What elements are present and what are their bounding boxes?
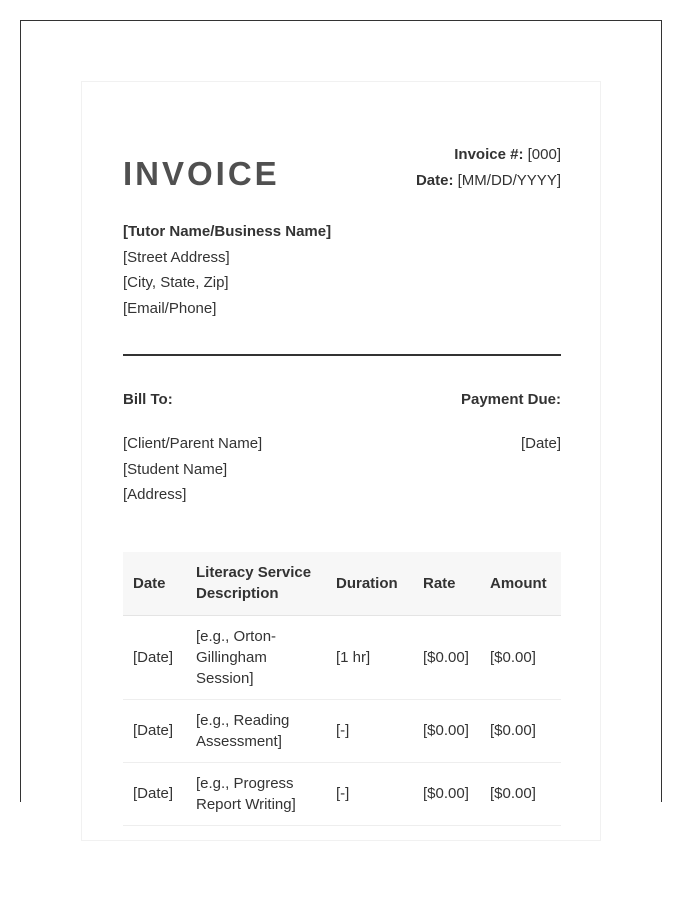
cell-description: [e.g., Orton-Gillingham Session] (186, 615, 326, 699)
payment-due-label: Payment Due: (460, 391, 561, 408)
header-description: Literacy Service Description (186, 552, 326, 615)
cell-duration: [1 hr] (326, 615, 413, 699)
line-items-table (123, 552, 561, 826)
invoice-header (123, 142, 561, 202)
cell-duration: [-] (326, 699, 413, 762)
cell-date: [Date] (123, 615, 186, 699)
sender-block (123, 219, 331, 321)
table-row (123, 699, 561, 762)
invoice-date (416, 168, 561, 194)
invoice-sheet (81, 81, 601, 841)
cell-description: [e.g., Progress Report Writing] (186, 762, 326, 825)
table-row (123, 762, 561, 825)
header-date: Date (123, 552, 186, 615)
sender-street: [Street Address] (123, 248, 230, 266)
header-amount: Amount (480, 552, 561, 615)
header-rate: Rate (413, 552, 480, 615)
invoice-content (123, 142, 561, 813)
sender-name: [Tutor Name/Business Name] (123, 223, 332, 240)
sender-contact: [Email/Phone] (123, 299, 217, 317)
invoice-number-value: [000] (527, 146, 561, 163)
document-frame (20, 20, 662, 813)
cell-amount: [$0.00] (480, 615, 561, 699)
cell-rate: [$0.00] (413, 699, 480, 762)
bill-to-block (123, 431, 262, 508)
bill-to-label: Bill To: (123, 391, 173, 408)
cell-duration: [-] (326, 762, 413, 825)
table-header-row (123, 552, 561, 615)
bill-to-client: [Client/Parent Name] (123, 435, 263, 452)
cell-amount: [$0.00] (480, 762, 561, 825)
invoice-number (416, 142, 561, 168)
table-row (123, 615, 561, 699)
cell-description: [e.g., Reading Assessment] (186, 699, 326, 762)
bill-to-address: [Address] (123, 486, 187, 503)
cell-date: [Date] (123, 762, 186, 825)
invoice-number-label: Invoice #: (454, 146, 524, 163)
payment-due-value: [Date] (520, 435, 561, 452)
cell-rate: [$0.00] (413, 762, 480, 825)
divider (123, 354, 561, 356)
invoice-date-value: [MM/DD/YYYY] (457, 172, 561, 189)
bill-to-student: [Student Name] (123, 460, 228, 478)
invoice-meta (416, 142, 561, 194)
cell-amount: [$0.00] (480, 699, 561, 762)
invoice-date-label: Date: (415, 172, 454, 189)
invoice-title: INVOICE (123, 155, 280, 192)
cell-rate: [$0.00] (413, 615, 480, 699)
sender-city: [City, State, Zip] (123, 274, 229, 291)
header-duration: Duration (326, 552, 413, 615)
cell-date: [Date] (123, 699, 186, 762)
